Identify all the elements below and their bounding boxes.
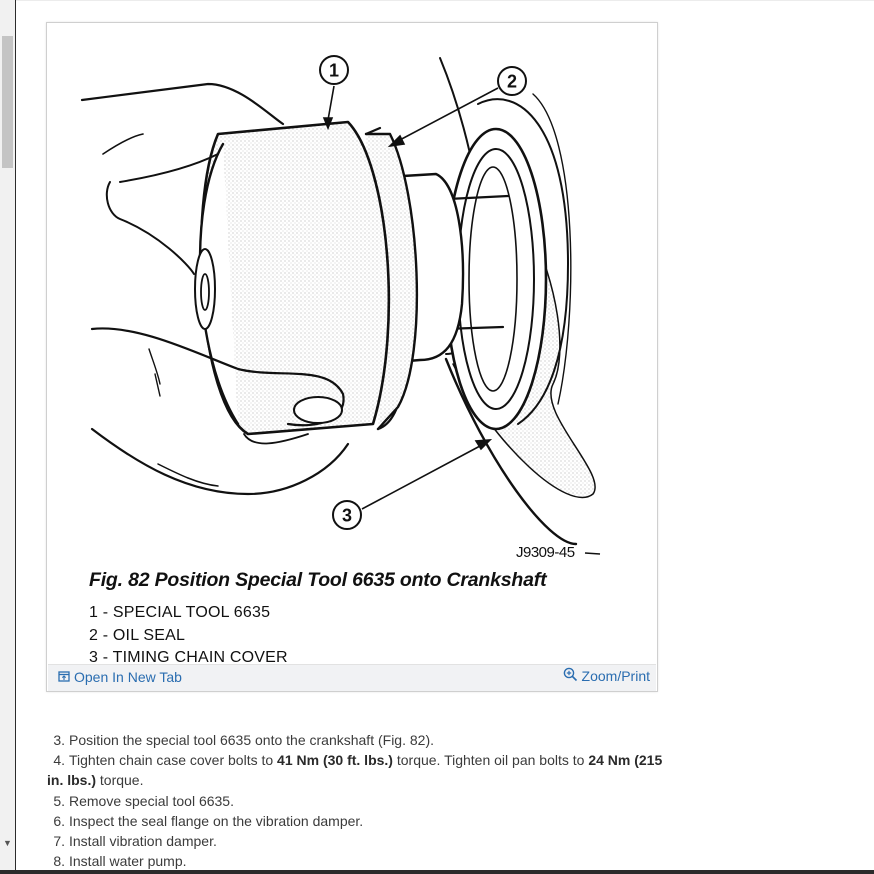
procedure-steps <box>47 730 677 871</box>
step-item: 5. Remove special tool 6635. <box>53 792 234 809</box>
left-scrollbar[interactable] <box>0 0 16 874</box>
legend-item: 1 - SPECIAL TOOL 6635 <box>89 604 271 621</box>
zoom-print-label[interactable]: Zoom/Print <box>581 668 650 684</box>
zoom-print-link[interactable] <box>563 667 650 685</box>
figure-title: Fig. 82 Position Special Tool 6635 onto Crankshaft <box>89 569 547 591</box>
step-item: 4. Tighten chain case cover bolts to 41 Nm (30 ft. lbs.) torque. Tighten oil pan bolts to 24 Nm (215 in. lbs.) torque. <box>47 752 663 789</box>
figure-id: J9309-45 <box>516 544 575 561</box>
open-in-new-tab-label[interactable]: Open In New Tab <box>74 669 182 685</box>
torque-value: 24 Nm (215 in. lbs.) <box>47 752 663 789</box>
scroll-down-arrow-icon[interactable]: ▼ <box>3 838 12 848</box>
top-divider <box>16 0 874 1</box>
torque-value: 41 Nm (30 ft. lbs.) <box>277 752 393 769</box>
bottom-window-edge <box>0 870 874 874</box>
left-scrollbar-thumb[interactable] <box>2 36 13 168</box>
callout-2-label: 2 <box>506 71 518 92</box>
legend-item: 3 - TIMING CHAIN COVER <box>89 649 288 664</box>
step-item: 6. Inspect the seal flange on the vibration damper. <box>53 812 364 829</box>
figure-card <box>46 22 658 692</box>
external-tab-icon <box>58 669 70 685</box>
step-item: 3. Position the special tool 6635 onto the crankshaft (Fig. 82). <box>53 732 434 748</box>
callout-3-label: 3 <box>341 505 353 526</box>
figure-footer <box>48 664 656 691</box>
crankshaft-tool-illustration <box>48 24 656 564</box>
step-item: 8. Install water pump. <box>53 853 187 870</box>
legend-item: 2 - OIL SEAL <box>89 626 186 644</box>
open-in-new-tab-link[interactable] <box>58 669 182 685</box>
step-item: 7. Install vibration damper. <box>53 833 217 850</box>
figure-illustration-area <box>48 24 656 664</box>
zoom-in-icon <box>563 667 578 685</box>
callout-1-label: 1 <box>328 60 340 81</box>
figure-legend <box>89 602 288 664</box>
